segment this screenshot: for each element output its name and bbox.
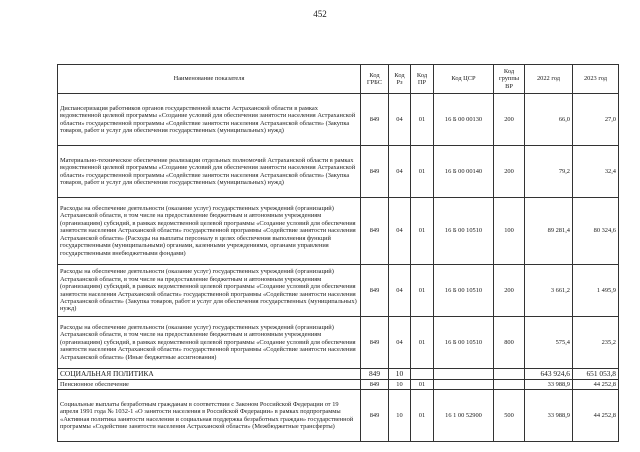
table-row	[58, 390, 619, 442]
table-row	[58, 317, 619, 369]
row-pr: 01	[411, 198, 434, 265]
row-grbs: 849	[361, 317, 389, 369]
row-2022: 89 281,4	[525, 198, 573, 265]
row-2023: 32,4	[573, 146, 619, 198]
row-pr: 01	[411, 317, 434, 369]
row-grbs: 849	[361, 146, 389, 198]
row-2022: 643 924,6	[525, 369, 573, 380]
row-name: Пенсионное обеспечение	[58, 380, 361, 390]
row-grbs: 849	[361, 380, 389, 390]
row-name: Диспансеризация работников органов государственной власти Астраханской области в рамках ведомственной целевой программы «Создание условий для обеспечения занятости населения Астраханской области» государственной программы «Содействие занятости населения Астраханской области» (Закупка товаров, работ и услуг для обеспечения государственных (муниципальных) нужд)	[58, 94, 361, 146]
row-grbs: 849	[361, 94, 389, 146]
header-name: Наименование показателя	[58, 65, 361, 94]
row-2023: 80 324,6	[573, 198, 619, 265]
header-2023: 2023 год	[573, 65, 619, 94]
row-rz: 04	[389, 265, 411, 317]
row-2022: 3 661,2	[525, 265, 573, 317]
table-row	[58, 369, 619, 380]
row-pr	[411, 369, 434, 380]
row-grbs: 849	[361, 369, 389, 380]
row-name: СОЦИАЛЬНАЯ ПОЛИТИКА	[58, 369, 361, 380]
row-pr: 01	[411, 265, 434, 317]
row-grbs: 849	[361, 390, 389, 442]
row-name: Расходы на обеспечение деятельности (оказание услуг) государственных учреждений (организаций) Астраханской области, в том числе на предоставление бюджетным и автономным учреждениям (организациям) субсидий, в рамках ведомственной целевой программы «Создание условий для обеспечения занятости населения Астраханской области» государственной программы «Содействие занятости населения Астраханской области» (Расходы на выплаты персоналу в целях обеспечения выполнения функций государственными (муниципальными) органами, казенными учреждениями, органами управления государственными внебюджетными фондами)	[58, 198, 361, 265]
table-row	[58, 146, 619, 198]
row-2023: 1 495,9	[573, 265, 619, 317]
row-csr: 16 Б 00 10510	[434, 317, 494, 369]
row-2023: 44 252,8	[573, 380, 619, 390]
header-2022: 2022 год	[525, 65, 573, 94]
row-csr: 16 Б 00 10510	[434, 265, 494, 317]
row-2022: 575,4	[525, 317, 573, 369]
row-rz: 04	[389, 198, 411, 265]
row-rz: 04	[389, 146, 411, 198]
table-row	[58, 380, 619, 390]
row-vr: 100	[494, 198, 525, 265]
table-row	[58, 198, 619, 265]
row-csr	[434, 369, 494, 380]
row-grbs: 849	[361, 265, 389, 317]
row-csr: 16 1 00 52900	[434, 390, 494, 442]
row-vr: 200	[494, 94, 525, 146]
row-csr: 16 Б 00 00140	[434, 146, 494, 198]
row-2022: 33 988,9	[525, 390, 573, 442]
row-vr: 200	[494, 265, 525, 317]
header-grbs: Код ГРБС	[361, 65, 389, 94]
row-rz: 04	[389, 94, 411, 146]
row-csr: 16 Б 00 10510	[434, 198, 494, 265]
row-pr: 01	[411, 146, 434, 198]
row-2022: 66,0	[525, 94, 573, 146]
row-2023: 44 252,8	[573, 390, 619, 442]
header-vr: Код группы ВР	[494, 65, 525, 94]
row-csr: 16 Б 00 00130	[434, 94, 494, 146]
row-csr	[434, 380, 494, 390]
row-name: Расходы на обеспечение деятельности (оказание услуг) государственных учреждений (организаций) Астраханской области, в том числе на предоставление бюджетным и автономным учреждениям (организациям) субсидий, в рамках ведомственной целевой программы «Создание условий для обеспечения занятости населения Астраханской области» государственной программы «Содействие занятости населения Астраханской области» (Иные бюджетные ассигнования)	[58, 317, 361, 369]
row-rz: 10	[389, 369, 411, 380]
row-2023: 235,2	[573, 317, 619, 369]
row-name: Расходы на обеспечение деятельности (оказание услуг) государственных учреждений (организаций) Астраханской области, в том числе на предоставление бюджетным и автономным учреждениям (организациям) субсидий, в рамках ведомственной целевой программы «Создание условий для обеспечения занятости населения Астраханской области» государственной программы «Содействие занятости населения Астраханской области» (Закупка товаров, работ и услуг для обеспечения государственных (муниципальных) нужд)	[58, 265, 361, 317]
page-number: 452	[313, 9, 327, 19]
header-csr: Код ЦСР	[434, 65, 494, 94]
row-grbs: 849	[361, 198, 389, 265]
row-vr: 500	[494, 390, 525, 442]
row-2022: 79,2	[525, 146, 573, 198]
row-vr	[494, 369, 525, 380]
row-rz: 10	[389, 390, 411, 442]
row-pr: 01	[411, 94, 434, 146]
row-vr: 200	[494, 146, 525, 198]
row-name: Материально-техническое обеспечение реализации отдельных полномочий Астраханской области в рамках ведомственной целевой программы «Создание условий для обеспечения занятости населения Астраханской области» государственной программы «Содействие занятости населения Астраханской области» (Закупка товаров, работ и услуг для обеспечения государственных (муниципальных) нужд)	[58, 146, 361, 198]
row-pr: 01	[411, 390, 434, 442]
row-vr	[494, 380, 525, 390]
table-row	[58, 265, 619, 317]
header-rz: Код Рз	[389, 65, 411, 94]
header-pr: Код ПР	[411, 65, 434, 94]
row-2022: 33 988,9	[525, 380, 573, 390]
row-2023: 651 053,8	[573, 369, 619, 380]
row-vr: 800	[494, 317, 525, 369]
row-2023: 27,0	[573, 94, 619, 146]
row-rz: 04	[389, 317, 411, 369]
budget-table	[57, 64, 619, 442]
table-header-row	[58, 65, 619, 94]
row-rz: 10	[389, 380, 411, 390]
row-pr: 01	[411, 380, 434, 390]
row-name: Социальные выплаты безработным гражданам в соответствии с Законом Российской Федерации от 19 апреля 1991 года № 1032-1 «О занятости населения в Российской Федерации» в рамках подпрограммы «Активная политика занятости населения и социальная поддержка безработных граждан» государственной программы «Содействие занятости населения Астраханской области» (Межбюджетные трансферты)	[58, 390, 361, 442]
table-row	[58, 94, 619, 146]
